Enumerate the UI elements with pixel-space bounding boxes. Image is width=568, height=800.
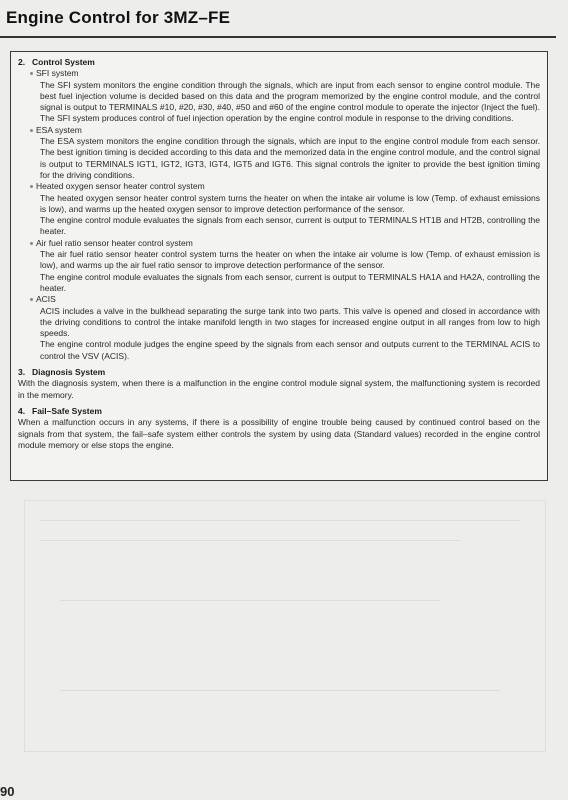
page-number: 90 bbox=[0, 784, 15, 799]
subsection-title: Air fuel ratio sensor heater control system bbox=[36, 238, 540, 249]
paragraph: The engine control module judges the engine speed by the signals from each sensor and outputs current to the TERMINAL ACIS to control the VSV (ACIS). bbox=[40, 339, 540, 361]
section-fail-safe-system bbox=[18, 406, 540, 451]
paragraph: ACIS includes a valve in the bulkhead separating the surge tank into two parts. This valve is opened and closed in accordance with the driving conditions to control the intake manifold length in two stages for increased engine output in all ranges from low to high speeds. bbox=[40, 305, 540, 339]
section-title: Diagnosis System bbox=[32, 367, 106, 378]
section-heading bbox=[18, 57, 540, 68]
bleed-through-box bbox=[24, 500, 546, 752]
section-diagnosis-system bbox=[18, 367, 540, 401]
bleed-through-line bbox=[40, 540, 460, 541]
section-heading bbox=[18, 367, 540, 378]
section-number: 2. bbox=[18, 57, 26, 67]
paragraph: The SFI system monitors the engine condition through the signals, which are input from each sensor to engine control module. The best fuel injection volume is decided based on this data and the program memorized by the engine control module, and the control signal is output to TERMINALS #10, #20, #30, #40, #50 and #60 of the engine control module to operate the injector (Inject the fuel). The SFI system produces control of fuel injection operation by the engine control module in response to the driving conditions. bbox=[40, 79, 540, 124]
paragraph: With the diagnosis system, when there is a malfunction in the engine control module signal system, the malfunctioning system is recorded in the memory. bbox=[18, 378, 540, 400]
title-rule bbox=[0, 36, 556, 38]
section-number: 3. bbox=[18, 367, 26, 378]
bleed-through-line bbox=[60, 690, 500, 691]
subsection-title: Heated oxygen sensor heater control system bbox=[36, 181, 540, 192]
paragraph: When a malfunction occurs in any systems, if there is a possibility of engine trouble being caused by continued control based on the signals from that system, the fail–safe system either controls the system by using data (Standard values) recorded in the engine control module memory or else stops the engine. bbox=[18, 417, 540, 450]
subsection-title: ESA system bbox=[36, 125, 540, 136]
bleed-through-line bbox=[40, 520, 520, 521]
paragraph: The engine control module evaluates the signals from each sensor, current is output to TERMINALS HT1B and HT2B, controlling the heater. bbox=[40, 215, 540, 237]
paragraph: The engine control module evaluates the signals from each sensor, current is output to TERMINALS HA1A and HA2A, controlling the heater. bbox=[40, 271, 540, 293]
section-title: Control System bbox=[32, 57, 95, 67]
paragraph: The air fuel ratio sensor heater control system turns the heater on when the intake air volume is low (Temp. of exhaust emission is low), and warms up the air fuel ratio sensor to improve detection performance of the sensor. bbox=[40, 249, 540, 271]
document-body bbox=[18, 57, 540, 451]
page-title: Engine Control for 3MZ–FE bbox=[6, 8, 231, 27]
section-title: Fail–Safe System bbox=[32, 405, 102, 416]
section-control-system bbox=[18, 57, 540, 362]
subsection-list bbox=[18, 68, 540, 362]
paragraph: The ESA system monitors the engine condition through the signals, which are input to the engine control module from each sensor. The best ignition timing is decided according to this data and the memorized data in the engine control module, and the control signal is output to TERMINALS IGT1, IGT2, IGT3, IGT4, IGT5 and IGT6. This signal controls the igniter to provide the best ignition timing for the driving conditions. bbox=[40, 136, 540, 180]
subsection-title: SFI system bbox=[36, 68, 540, 79]
section-heading bbox=[18, 406, 540, 417]
section-number: 4. bbox=[18, 405, 26, 416]
subsection-title: ACIS bbox=[36, 294, 540, 305]
bleed-through-line bbox=[60, 600, 440, 601]
paragraph: The heated oxygen sensor heater control system turns the heater on when the intake air volume is low (Temp. of exhaust emissions is low), and warms up the heated oxygen sensor to improve detection performance of the sensor. bbox=[40, 192, 540, 214]
